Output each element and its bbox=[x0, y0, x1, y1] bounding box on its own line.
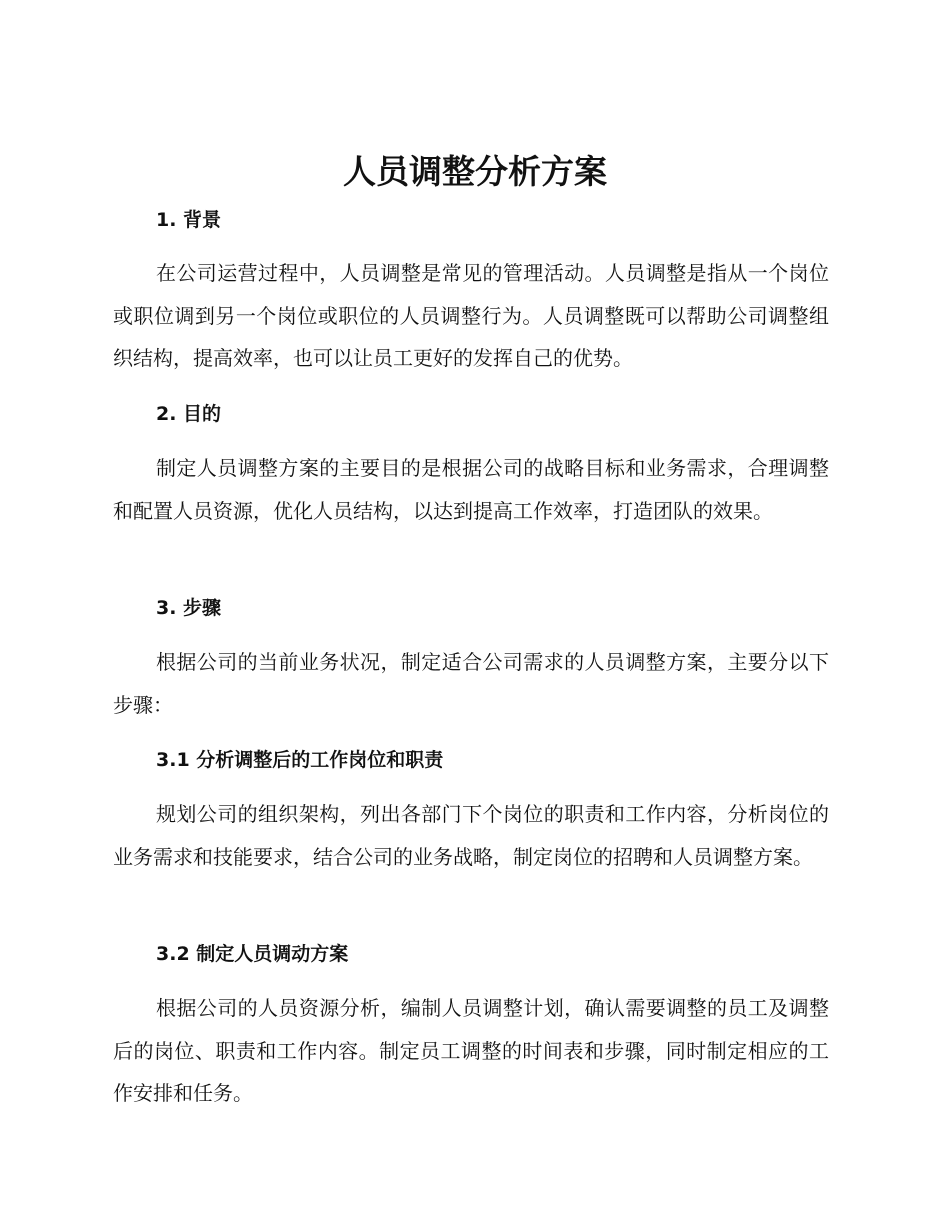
section-heading-steps: 3. 步骤 bbox=[156, 597, 222, 619]
section-body-purpose: 制定人员调整方案的主要目的是根据公司的战略目标和业务需求，合理调整和配置人员资源，优化人员结构，以达到提高工作效率，打造团队的效果。 bbox=[113, 456, 829, 523]
document-title: 人员调整分析方案 bbox=[343, 152, 607, 191]
section-heading-3-2: 3.2 制定人员调动方案 bbox=[156, 943, 349, 965]
section-body-3-2: 根据公司的人员资源分析，编制人员调整计划，确认需要调整的员工及调整后的岗位、职责和工作内容。制定员工调整的时间表和步骤，同时制定相应的工作安排和任务。 bbox=[113, 996, 829, 1105]
section-heading-3-1: 3.1 分析调整后的工作岗位和职责 bbox=[156, 749, 444, 771]
section-heading-purpose: 2. 目的 bbox=[156, 403, 222, 425]
section-heading-background: 1. 背景 bbox=[156, 209, 222, 231]
section-body-background: 在公司运营过程中，人员调整是常见的管理活动。人员调整是指从一个岗位或职位调到另一个岗位或职位的人员调整行为。人员调整既可以帮助公司调整组织结构，提高效率，也可以让员工更好的发挥自己的优势。 bbox=[113, 261, 829, 370]
section-body-3-1: 规划公司的组织架构，列出各部门下个岗位的职责和工作内容，分析岗位的业务需求和技能要求，结合公司的业务战略，制定岗位的招聘和人员调整方案。 bbox=[113, 802, 829, 869]
section-body-steps: 根据公司的当前业务状况，制定适合公司需求的人员调整方案，主要分以下步骤： bbox=[113, 650, 829, 717]
